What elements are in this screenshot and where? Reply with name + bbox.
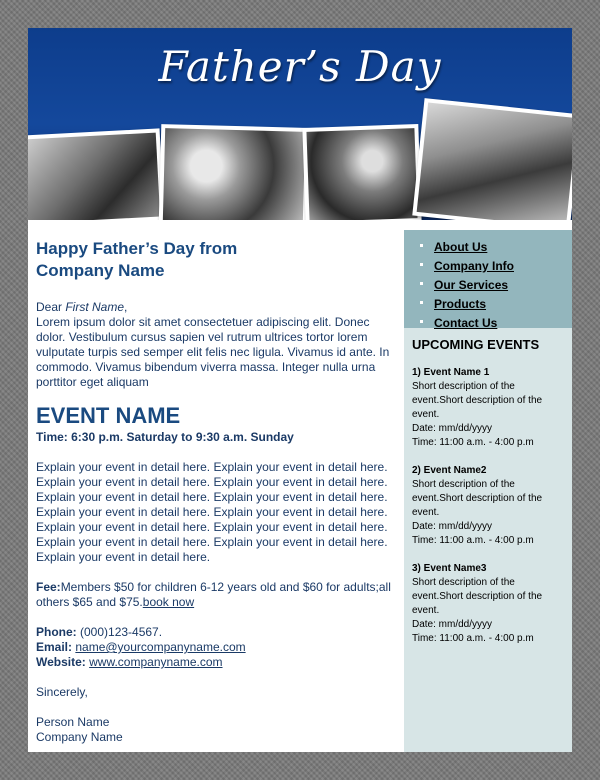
phone-value: (000)123-4567. (76, 625, 163, 639)
contact-block (36, 625, 396, 670)
event-item-1 (412, 366, 564, 450)
salutation-suffix: , (124, 300, 128, 314)
event-item-3 (412, 562, 564, 646)
nav-label: Contact Us (434, 316, 498, 330)
nav-label: Our Services (434, 278, 509, 292)
phone-label: Phone: (36, 625, 77, 639)
email-label: Email: (36, 640, 73, 654)
signature (36, 715, 396, 745)
salutation-prefix: Dear (36, 300, 66, 314)
header-banner (28, 28, 572, 220)
event-date: Date: mm/dd/yyyy (412, 619, 493, 630)
fee-paragraph (36, 580, 396, 610)
nav-about-us[interactable] (404, 238, 572, 257)
upcoming-events (404, 328, 572, 670)
sidebar (404, 230, 572, 752)
bullet-icon (420, 301, 423, 304)
family-photo-4 (412, 98, 572, 220)
greeting-line-1: Happy Father’s Day from (36, 239, 238, 258)
nav-company-info[interactable] (404, 257, 572, 276)
nav-contact-us[interactable] (404, 314, 572, 333)
family-photo-3 (302, 124, 421, 220)
nav-label: Company Info (434, 259, 514, 273)
fee-text: Members $50 for children 6-12 years old and $60 for adults;all others $65 and $75. (36, 580, 391, 609)
website-label: Website: (36, 655, 86, 669)
email-link[interactable]: name@yourcompanyname.com (75, 640, 246, 654)
website-link[interactable]: www.companyname.com (89, 655, 223, 669)
event-description: Short description of the event.Short description of the event. (412, 381, 543, 420)
upcoming-events-heading: UPCOMING EVENTS (412, 337, 540, 352)
event-item-2 (412, 464, 564, 548)
event-time-range: Time: 11:00 a.m. - 4:00 p.m (412, 535, 534, 546)
greeting-title (36, 238, 396, 282)
nav-products[interactable] (404, 295, 572, 314)
main-content (28, 230, 404, 752)
nav-label: Products (434, 297, 487, 311)
bullet-icon (420, 263, 423, 266)
signature-name: Person Name (36, 715, 110, 729)
event-time-range: Time: 11:00 a.m. - 4:00 p.m (412, 633, 534, 644)
family-photo-1 (28, 128, 164, 220)
greeting-line-2: Company Name (36, 261, 165, 280)
event-time-range: Time: 11:00 a.m. - 4:00 p.m (412, 437, 534, 448)
header-title: Father’s Day (158, 42, 442, 91)
event-description: Short description of the event.Short description of the event. (412, 577, 543, 616)
event-date: Date: mm/dd/yyyy (412, 521, 493, 532)
intro-paragraph: Lorem ipsum dolor sit amet consectetuer adipiscing elit. Donec dolor. Vestibulum cursus sapien vel rutrum ultrices tortor lorem vulputate turpis sed semper elit felis nec ligula. Vivamus id ante. In commodo. Vivamus bibendum viverra massa. Integer nulla urna porttitor eget aliquam (36, 315, 390, 389)
nav-label: About Us (434, 240, 488, 254)
event-date: Date: mm/dd/yyyy (412, 423, 493, 434)
event-description: Short description of the event.Short description of the event. (412, 479, 543, 518)
event-details: Explain your event in detail here. Explain your event in detail here. Explain your event in detail here. Explain your event in detail here. Explain your event in detail here. Explain your event in detail here. Explain your event in detail here. Explain your event in detail here. Explain your event in detail here. Explain your event in detail here. Explain your event in detail here. Explain your event in detail here. Explain your event in detail here. (36, 460, 388, 564)
salutation-name: First Name (65, 300, 125, 314)
bullet-icon (420, 282, 423, 285)
event-name-heading: EVENT NAME (36, 403, 181, 428)
family-photo-2 (159, 124, 310, 220)
fee-label: Fee: (36, 580, 61, 594)
event-title: 2) Event Name2 (412, 465, 487, 476)
salutation (36, 300, 396, 315)
book-now-link[interactable]: book now (142, 595, 195, 609)
event-time: Time: 6:30 p.m. Saturday to 9:30 a.m. Sunday (36, 430, 294, 444)
signature-company: Company Name (36, 730, 123, 744)
sincerely: Sincerely, (36, 685, 88, 699)
newsletter-frame (28, 28, 572, 752)
event-title: 3) Event Name3 (412, 563, 487, 574)
event-title: 1) Event Name 1 (412, 367, 490, 378)
nav-our-services[interactable] (404, 276, 572, 295)
sidebar-nav (404, 230, 572, 328)
bullet-icon (420, 244, 423, 247)
bullet-icon (420, 320, 423, 323)
